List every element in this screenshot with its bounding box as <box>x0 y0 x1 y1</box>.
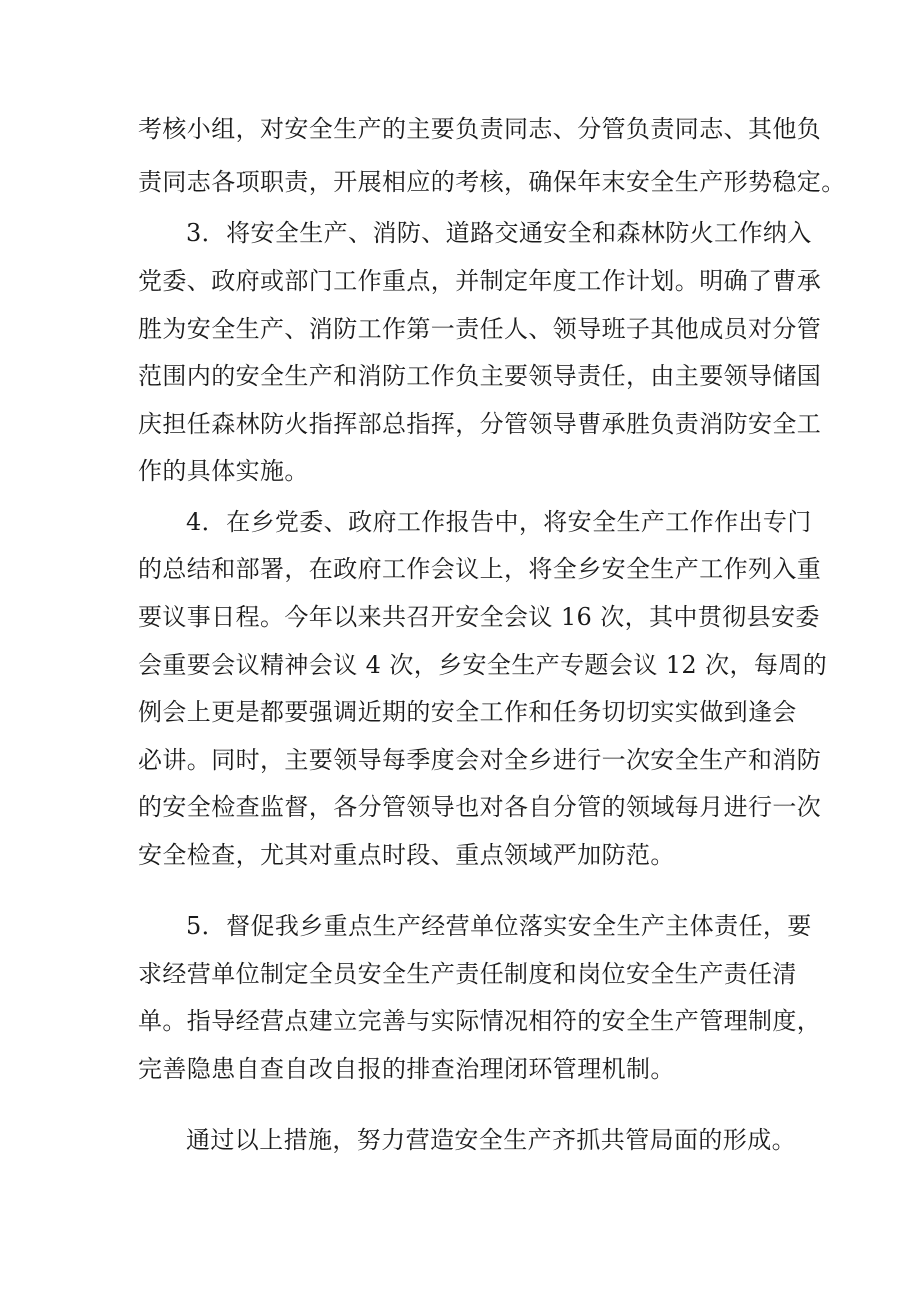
text-line: 5．督促我乡重点生产经营单位落实安全生产主体责任，要 <box>186 912 812 940</box>
text-line: 胜为安全生产、消防工作第一责任人、领导班子其他成员对分管 <box>138 315 822 343</box>
text-line: 3．将安全生产、消防、道路交通安全和森林防火工作纳入 <box>186 219 812 247</box>
text-line: 必讲。同时，主要领导每季度会对全乡进行一次安全生产和消防 <box>138 746 822 774</box>
text-line: 责同志各项职责，开展相应的考核，确保年末安全生产形势稳定。 <box>138 168 846 196</box>
text-line: 完善隐患自查自改自报的排查治理闭环管理机制。 <box>138 1055 675 1083</box>
text-line: 庆担任森林防火指挥部总指挥，分管领导曹承胜负责消防安全工 <box>138 410 822 438</box>
text-line: 考核小组，对安全生产的主要负责同志、分管负责同志、其他负 <box>138 115 822 143</box>
text-line: 的安全检查监督，各分管领导也对各自分管的领域每月进行一次 <box>138 793 822 821</box>
text-line: 作的具体实施。 <box>138 457 309 485</box>
text-line: 单。指导经营点建立完善与实际情况相符的安全生产管理制度， <box>138 1007 822 1035</box>
text-line: 的总结和部署，在政府工作会议上，将全乡安全生产工作列入重 <box>138 555 822 583</box>
text-line: 要议事日程。今年以来共召开安全会议 16 次，其中贯彻县安委 <box>138 603 820 631</box>
text-line: 通过以上措施，努力营造安全生产齐抓共管局面的形成。 <box>186 1126 796 1154</box>
text-line: 会重要会议精神会议 4 次，乡安全生产专题会议 12 次，每周的 <box>138 651 828 679</box>
text-line: 党委、政府或部门工作重点，并制定年度工作计划。明确了曹承 <box>138 267 822 295</box>
text-line: 求经营单位制定全员安全生产责任制度和岗位安全生产责任清 <box>138 960 797 988</box>
text-line: 4．在乡党委、政府工作报告中，将安全生产工作作出专门 <box>186 508 812 536</box>
text-line: 范围内的安全生产和消防工作负主要领导责任，由主要领导储国 <box>138 362 822 390</box>
text-line: 例会上更是都要强调近期的安全工作和任务切切实实做到逢会 <box>138 698 797 726</box>
text-line: 安全检查，尤其对重点时段、重点领域严加防范。 <box>138 841 675 869</box>
